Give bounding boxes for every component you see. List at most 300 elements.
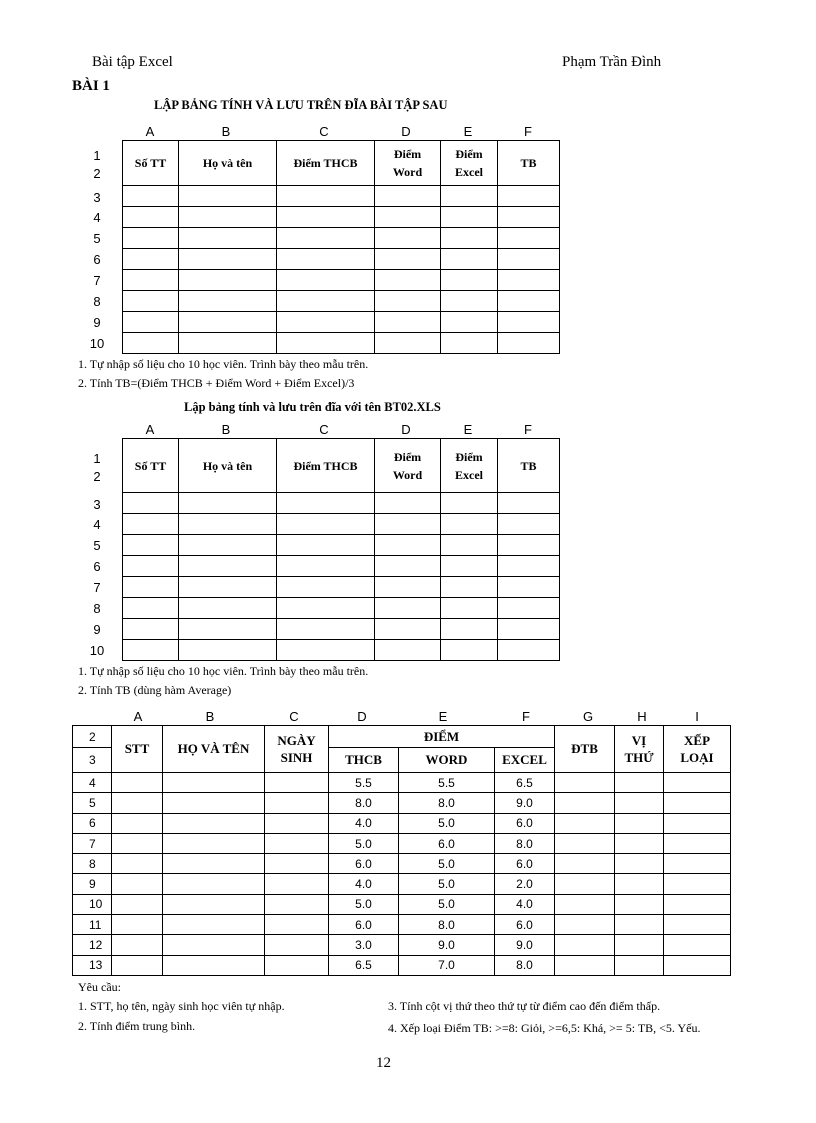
- header-cell-thcb: Điểm THCB: [277, 141, 375, 186]
- table-cell[interactable]: [498, 514, 560, 535]
- column-letter: D: [357, 709, 367, 724]
- row-number: 10: [73, 894, 112, 914]
- table-cell[interactable]: [179, 207, 277, 228]
- table-cell[interactable]: [441, 249, 498, 270]
- table-cell[interactable]: [664, 874, 731, 894]
- row-number: 6: [73, 813, 112, 833]
- requirement-1: 1. STT, họ tên, ngày sinh học viên tự nhập.: [78, 999, 285, 1013]
- table-row: [73, 854, 731, 874]
- table-cell[interactable]: [615, 833, 664, 853]
- table-cell[interactable]: [664, 813, 731, 833]
- table-cell[interactable]: [123, 270, 179, 291]
- table-cell[interactable]: [123, 514, 179, 535]
- table-cell[interactable]: [498, 535, 560, 556]
- table-cell[interactable]: [555, 935, 615, 955]
- table-cell[interactable]: [123, 598, 179, 619]
- header-cell-dob: NGÀY SINH: [265, 726, 329, 773]
- table-cell[interactable]: [265, 793, 329, 813]
- row-number: 2: [93, 166, 101, 181]
- table-cell[interactable]: [112, 833, 163, 853]
- table-cell[interactable]: [441, 556, 498, 577]
- table-cell[interactable]: [123, 493, 179, 514]
- requirements-title: Yêu cầu:: [78, 980, 121, 994]
- table-cell[interactable]: [615, 955, 664, 975]
- requirement-3: 3. Tính cột vị thứ theo thứ tự từ điểm cao đến điểm thấp.: [388, 999, 661, 1013]
- cell-thcb[interactable]: 5.0: [329, 833, 399, 853]
- table-cell[interactable]: [112, 955, 163, 975]
- row-number: 2: [93, 469, 101, 484]
- table-row: [123, 312, 560, 333]
- table-cell[interactable]: [112, 874, 163, 894]
- table-row: [123, 556, 560, 577]
- table-cell[interactable]: [277, 186, 375, 207]
- column-letter: E: [463, 124, 473, 139]
- header-cell-thcb: Điểm THCB: [277, 439, 375, 493]
- row-number: 12: [73, 935, 112, 955]
- table-cell[interactable]: [498, 333, 560, 354]
- column-letter: E: [438, 709, 448, 724]
- table-cell[interactable]: [441, 619, 498, 640]
- cell-word[interactable]: 5.0: [399, 813, 495, 833]
- table-cell[interactable]: [123, 619, 179, 640]
- table-row: [123, 333, 560, 354]
- table-row: [123, 598, 560, 619]
- row-number: 7: [73, 833, 112, 853]
- column-letter: D: [401, 422, 411, 437]
- table-cell[interactable]: [277, 535, 375, 556]
- table-cell[interactable]: [123, 186, 179, 207]
- table-cell[interactable]: [123, 312, 179, 333]
- table-cell[interactable]: [179, 619, 277, 640]
- table-cell[interactable]: [375, 312, 441, 333]
- table-cell[interactable]: [112, 854, 163, 874]
- section1-note-2: 2. Tính TB=(Điểm THCB + Điểm Word + Điểm Excel)/3: [78, 376, 355, 390]
- table-cell[interactable]: [112, 773, 163, 793]
- table-cell[interactable]: [441, 493, 498, 514]
- table-cell[interactable]: [277, 312, 375, 333]
- row-number: 1: [93, 451, 101, 466]
- table-cell[interactable]: [498, 270, 560, 291]
- section2-table: [122, 438, 560, 661]
- table-cell[interactable]: [498, 577, 560, 598]
- table-cell[interactable]: [179, 535, 277, 556]
- cell-thcb[interactable]: 4.0: [329, 874, 399, 894]
- cell-thcb[interactable]: 3.0: [329, 935, 399, 955]
- table-row: [123, 228, 560, 249]
- table-cell[interactable]: [375, 207, 441, 228]
- table-cell[interactable]: [123, 207, 179, 228]
- column-letter: C: [319, 422, 329, 437]
- table-cell[interactable]: [555, 793, 615, 813]
- table-cell[interactable]: [375, 514, 441, 535]
- table-cell[interactable]: [277, 249, 375, 270]
- table-cell[interactable]: [277, 207, 375, 228]
- table-cell[interactable]: [179, 577, 277, 598]
- header-right: Phạm Trần Đình: [562, 54, 662, 70]
- column-letter: G: [582, 709, 594, 724]
- table-cell[interactable]: [179, 270, 277, 291]
- table-cell[interactable]: [441, 577, 498, 598]
- cell-thcb[interactable]: 6.0: [329, 915, 399, 935]
- table-cell[interactable]: [277, 228, 375, 249]
- table-cell[interactable]: [375, 556, 441, 577]
- column-letter: A: [145, 124, 155, 139]
- cell-word[interactable]: 5.5: [399, 773, 495, 793]
- table-row: [123, 619, 560, 640]
- header-cell-name: Họ và tên: [179, 141, 277, 186]
- table-cell[interactable]: [664, 935, 731, 955]
- row-number: 8: [73, 854, 112, 874]
- table-cell[interactable]: [498, 291, 560, 312]
- cell-word[interactable]: 5.0: [399, 894, 495, 914]
- table-cell[interactable]: [375, 535, 441, 556]
- section1-note-1: 1. Tự nhập số liệu cho 10 học viên. Trình bày theo mẫu trên.: [78, 357, 369, 371]
- header-cell-dtb: ĐTB: [555, 726, 615, 773]
- row-number: 5: [73, 793, 112, 813]
- header-cell-stt: STT: [112, 726, 163, 773]
- table-row: [123, 493, 560, 514]
- table-cell[interactable]: [615, 915, 664, 935]
- table-cell[interactable]: [123, 556, 179, 577]
- table-cell[interactable]: [441, 270, 498, 291]
- cell-word[interactable]: 9.0: [399, 935, 495, 955]
- table-cell[interactable]: [277, 640, 375, 661]
- table-cell[interactable]: [498, 228, 560, 249]
- table-cell[interactable]: [123, 228, 179, 249]
- table-cell[interactable]: [664, 894, 731, 914]
- header-cell-thcb: THCB: [329, 748, 399, 773]
- table-row: [73, 915, 731, 935]
- column-letter: D: [401, 124, 411, 139]
- column-letter: I: [695, 709, 699, 724]
- cell-excel[interactable]: 8.0: [495, 833, 555, 853]
- table-cell[interactable]: [265, 915, 329, 935]
- header-cell-tb: TB: [498, 439, 560, 493]
- row-number: 13: [73, 955, 112, 975]
- section2-caption: Lập bảng tính và lưu trên đĩa với tên BT02.XLS: [184, 400, 441, 414]
- table-cell[interactable]: [615, 773, 664, 793]
- table-cell[interactable]: [664, 833, 731, 853]
- table-cell[interactable]: [179, 514, 277, 535]
- header-cell-vithu: VỊ THỨ: [615, 726, 664, 773]
- table-row: [73, 793, 731, 813]
- table-cell[interactable]: [163, 813, 265, 833]
- cell-word[interactable]: 8.0: [399, 915, 495, 935]
- table-cell[interactable]: [441, 333, 498, 354]
- header-cell-excel: Điểm Excel: [441, 141, 498, 186]
- cell-thcb[interactable]: 4.0: [329, 813, 399, 833]
- table-cell[interactable]: [112, 935, 163, 955]
- table-row: [123, 535, 560, 556]
- table-cell[interactable]: [277, 577, 375, 598]
- row-number: 5: [93, 231, 101, 246]
- table-cell[interactable]: [112, 793, 163, 813]
- table-cell[interactable]: [441, 598, 498, 619]
- table-cell[interactable]: [163, 874, 265, 894]
- table-cell[interactable]: [375, 640, 441, 661]
- table-cell[interactable]: [277, 556, 375, 577]
- table-cell[interactable]: [277, 493, 375, 514]
- table-cell[interactable]: [375, 270, 441, 291]
- table-row: [123, 207, 560, 228]
- column-letter: F: [524, 422, 532, 437]
- table-cell[interactable]: [112, 894, 163, 914]
- row-number: 7: [93, 273, 101, 288]
- table-cell[interactable]: [555, 894, 615, 914]
- table-cell[interactable]: [555, 773, 615, 793]
- table-row: [123, 186, 560, 207]
- header-cell-tb: TB: [498, 141, 560, 186]
- page-number: 12: [376, 1055, 391, 1071]
- table-cell[interactable]: [615, 935, 664, 955]
- table-cell[interactable]: [555, 854, 615, 874]
- table-cell[interactable]: [498, 493, 560, 514]
- row-number: 4: [73, 773, 112, 793]
- table-row: [73, 773, 731, 793]
- table-cell[interactable]: [615, 793, 664, 813]
- cell-word[interactable]: 8.0: [399, 793, 495, 813]
- table-row: [73, 955, 731, 975]
- column-letter: B: [221, 422, 231, 437]
- table-cell[interactable]: [179, 640, 277, 661]
- table-row: [73, 813, 731, 833]
- column-letter: C: [289, 709, 299, 724]
- table-cell[interactable]: [179, 249, 277, 270]
- table-cell[interactable]: [441, 640, 498, 661]
- table-cell[interactable]: [615, 874, 664, 894]
- table-cell[interactable]: [555, 833, 615, 853]
- table-cell[interactable]: [615, 813, 664, 833]
- table-cell[interactable]: [664, 955, 731, 975]
- column-letter: A: [133, 709, 143, 724]
- row-number: 4: [93, 517, 101, 532]
- header-cell-word: Điểm Word: [375, 141, 441, 186]
- table-cell[interactable]: [277, 514, 375, 535]
- table-cell[interactable]: [179, 556, 277, 577]
- table-cell[interactable]: [555, 915, 615, 935]
- table-cell[interactable]: [265, 874, 329, 894]
- cell-excel[interactable]: 9.0: [495, 935, 555, 955]
- column-letter: B: [205, 709, 215, 724]
- row-number: 8: [93, 294, 101, 309]
- table-row: [123, 640, 560, 661]
- table-cell[interactable]: [375, 333, 441, 354]
- table-cell[interactable]: [265, 955, 329, 975]
- header-cell-stt: Số TT: [123, 141, 179, 186]
- table-cell[interactable]: [265, 813, 329, 833]
- table-cell[interactable]: [615, 854, 664, 874]
- row-number: 3: [93, 190, 101, 205]
- table-cell[interactable]: [179, 598, 277, 619]
- table-cell[interactable]: [441, 312, 498, 333]
- table-cell[interactable]: [123, 333, 179, 354]
- section1-caption: LẬP BẢNG TÍNH VÀ LƯU TRÊN ĐĨA BÀI TẬP SAU: [154, 98, 448, 112]
- table-cell[interactable]: [123, 535, 179, 556]
- cell-excel[interactable]: 8.0: [495, 955, 555, 975]
- section3-table: [72, 725, 731, 976]
- table-cell[interactable]: [664, 915, 731, 935]
- column-letter: A: [145, 422, 155, 437]
- row-number: 8: [93, 601, 101, 616]
- table-cell[interactable]: [555, 874, 615, 894]
- table-cell[interactable]: [123, 249, 179, 270]
- table-cell[interactable]: [277, 619, 375, 640]
- lesson-title: BÀI 1: [72, 78, 110, 94]
- row-number: 1: [93, 148, 101, 163]
- column-letter: F: [524, 124, 532, 139]
- table-cell[interactable]: [277, 270, 375, 291]
- table-cell[interactable]: [163, 773, 265, 793]
- table-cell[interactable]: [163, 833, 265, 853]
- column-letter: B: [221, 124, 231, 139]
- section1-table: [122, 140, 560, 354]
- table-cell[interactable]: [179, 312, 277, 333]
- table-cell[interactable]: [498, 598, 560, 619]
- table-cell[interactable]: [265, 833, 329, 853]
- cell-excel[interactable]: 9.0: [495, 793, 555, 813]
- table-cell[interactable]: [664, 793, 731, 813]
- cell-word[interactable]: 5.0: [399, 874, 495, 894]
- table-cell[interactable]: [375, 577, 441, 598]
- row-number: 4: [93, 210, 101, 225]
- table-cell[interactable]: [123, 577, 179, 598]
- table-cell[interactable]: [498, 556, 560, 577]
- table-cell[interactable]: [179, 186, 277, 207]
- table-cell[interactable]: [498, 312, 560, 333]
- column-letter: H: [637, 709, 647, 724]
- table-cell[interactable]: [163, 894, 265, 914]
- table-row: [73, 833, 731, 853]
- table-cell[interactable]: [498, 186, 560, 207]
- cell-word[interactable]: 6.0: [399, 833, 495, 853]
- column-letter: E: [463, 422, 473, 437]
- table-cell[interactable]: [265, 894, 329, 914]
- cell-thcb[interactable]: 8.0: [329, 793, 399, 813]
- table-cell[interactable]: [123, 640, 179, 661]
- table-cell[interactable]: [441, 514, 498, 535]
- column-letter: C: [319, 124, 329, 139]
- table-cell[interactable]: [179, 291, 277, 312]
- header-cell-diem: ĐIỂM: [329, 726, 555, 748]
- table-cell[interactable]: [112, 915, 163, 935]
- row-number: 10: [89, 336, 105, 351]
- table-cell[interactable]: [375, 249, 441, 270]
- requirement-4: 4. Xếp loại Điểm TB: >=8: Giỏi, >=6,5: Khá, >= 5: TB, <5. Yếu.: [388, 1021, 701, 1035]
- row-number: 7: [93, 580, 101, 595]
- header-cell-word: Điểm Word: [375, 439, 441, 493]
- table-row: [73, 874, 731, 894]
- cell-thcb[interactable]: 6.5: [329, 955, 399, 975]
- table-cell[interactable]: [615, 894, 664, 914]
- table-cell[interactable]: [163, 955, 265, 975]
- table-cell[interactable]: [123, 291, 179, 312]
- header-cell-name: Họ và tên: [179, 439, 277, 493]
- table-cell[interactable]: [441, 535, 498, 556]
- table-cell[interactable]: [163, 793, 265, 813]
- table-cell[interactable]: [179, 493, 277, 514]
- table-cell[interactable]: [265, 854, 329, 874]
- cell-word[interactable]: 5.0: [399, 854, 495, 874]
- section2-note-2: 2. Tính TB (dùng hàm Average): [78, 683, 232, 697]
- row-number: 9: [93, 622, 101, 637]
- cell-excel[interactable]: 6.0: [495, 813, 555, 833]
- row-number: 9: [73, 874, 112, 894]
- cell-excel[interactable]: 6.5: [495, 773, 555, 793]
- table-cell[interactable]: [498, 619, 560, 640]
- table-cell[interactable]: [277, 598, 375, 619]
- table-cell[interactable]: [375, 619, 441, 640]
- table-cell[interactable]: [498, 640, 560, 661]
- row-number: 3: [73, 748, 112, 773]
- column-letter: F: [522, 709, 530, 724]
- table-cell[interactable]: [441, 207, 498, 228]
- table-row: [73, 894, 731, 914]
- table-cell[interactable]: [179, 228, 277, 249]
- table-cell[interactable]: [163, 935, 265, 955]
- cell-excel[interactable]: 6.0: [495, 854, 555, 874]
- header-left: Bài tập Excel: [92, 54, 173, 70]
- header-cell-name: HỌ VÀ TÊN: [163, 726, 265, 773]
- table-cell[interactable]: [112, 813, 163, 833]
- table-cell[interactable]: [664, 773, 731, 793]
- section2-note-1: 1. Tự nhập số liệu cho 10 học viên. Trình bày theo mẫu trên.: [78, 664, 369, 678]
- table-cell[interactable]: [441, 228, 498, 249]
- cell-excel[interactable]: 2.0: [495, 874, 555, 894]
- table-row: [123, 514, 560, 535]
- table-row: [123, 291, 560, 312]
- table-cell[interactable]: [498, 249, 560, 270]
- table-cell[interactable]: [277, 291, 375, 312]
- row-number: 6: [93, 252, 101, 267]
- table-cell[interactable]: [441, 186, 498, 207]
- cell-thcb[interactable]: 5.0: [329, 894, 399, 914]
- row-number: 10: [89, 643, 105, 658]
- table-row: [123, 249, 560, 270]
- table-row: [123, 577, 560, 598]
- table-cell[interactable]: [375, 228, 441, 249]
- header-cell-word: WORD: [399, 748, 495, 773]
- table-cell[interactable]: [664, 854, 731, 874]
- row-number: 2: [73, 726, 112, 748]
- header-cell-excel: EXCEL: [495, 748, 555, 773]
- header-cell-stt: Số TT: [123, 439, 179, 493]
- cell-thcb[interactable]: 6.0: [329, 854, 399, 874]
- table-cell[interactable]: [163, 854, 265, 874]
- table-cell[interactable]: [265, 773, 329, 793]
- table-cell[interactable]: [498, 207, 560, 228]
- table-cell[interactable]: [375, 598, 441, 619]
- cell-excel[interactable]: 4.0: [495, 894, 555, 914]
- table-cell[interactable]: [375, 186, 441, 207]
- table-cell[interactable]: [555, 955, 615, 975]
- table-cell[interactable]: [375, 493, 441, 514]
- header-cell-excel: Điểm Excel: [441, 439, 498, 493]
- table-cell[interactable]: [179, 333, 277, 354]
- table-cell[interactable]: [555, 813, 615, 833]
- cell-word[interactable]: 7.0: [399, 955, 495, 975]
- cell-thcb[interactable]: 5.5: [329, 773, 399, 793]
- table-cell[interactable]: [163, 915, 265, 935]
- table-cell[interactable]: [375, 291, 441, 312]
- row-number: 6: [93, 559, 101, 574]
- requirement-2: 2. Tính điểm trung bình.: [78, 1019, 196, 1033]
- table-cell[interactable]: [277, 333, 375, 354]
- table-row: [123, 270, 560, 291]
- table-cell[interactable]: [265, 935, 329, 955]
- table-cell[interactable]: [441, 291, 498, 312]
- row-number: 9: [93, 315, 101, 330]
- cell-excel[interactable]: 6.0: [495, 915, 555, 935]
